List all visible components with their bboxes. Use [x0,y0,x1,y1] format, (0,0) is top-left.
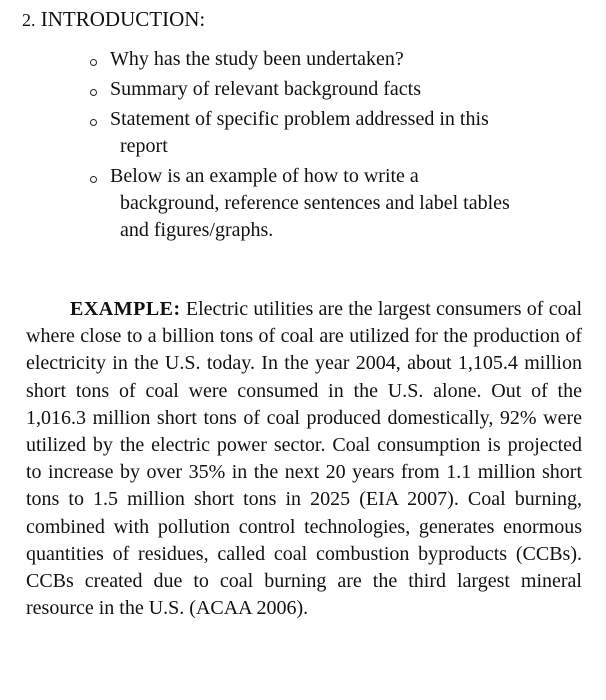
example-text: Electric utilities are the largest consumers of coal where close to a billion tons of coal are utilized for the production of electricity in the U.S. today. In the year 2004, about 1,105.4 million short tons of coal were consumed in the U.S. alone. Out of the 1,016.3 million short tons of coal produced domestically, 92% were utilized by the electric power sector. Coal consumption is projected to increase by over 35% in the next 20 years from 1.1 million short tons to 1.5 million short tons in 2025 (EIA 2007). Coal burning, combined with pollution control technologies, generates enormous quantities of residues, called coal combustion byproducts (CCBs). CCBs created due to coal burning are the third largest mineral resource in the U.S. (ACAA 2006). [26,298,583,620]
bullet-text: Statement of specific problem addressed in this [110,108,489,130]
list-item [86,76,586,103]
section-heading [22,6,205,33]
bullet-text: Summary of relevant background facts [110,78,422,100]
bullet-text: Below is an example of how to write a [110,165,419,187]
bullet-text-continuation: report [120,135,168,157]
list-item [86,106,586,160]
bullet-circle-icon [90,59,97,66]
list-item [86,163,586,244]
list-item [86,46,586,73]
bullet-text: Why has the study been undertaken? [110,48,404,70]
section-number: 2. [22,10,36,30]
example-paragraph [26,296,582,622]
section-title: INTRODUCTION: [40,7,206,31]
bullet-text-continuation: background, reference sentences and label tables [120,192,510,214]
bullet-circle-icon [90,89,97,96]
bullet-list [86,46,586,247]
bullet-circle-icon [90,119,97,126]
example-label: EXAMPLE: [70,298,181,320]
bullet-text-continuation: and figures/graphs. [120,219,274,241]
bullet-circle-icon [90,176,97,183]
